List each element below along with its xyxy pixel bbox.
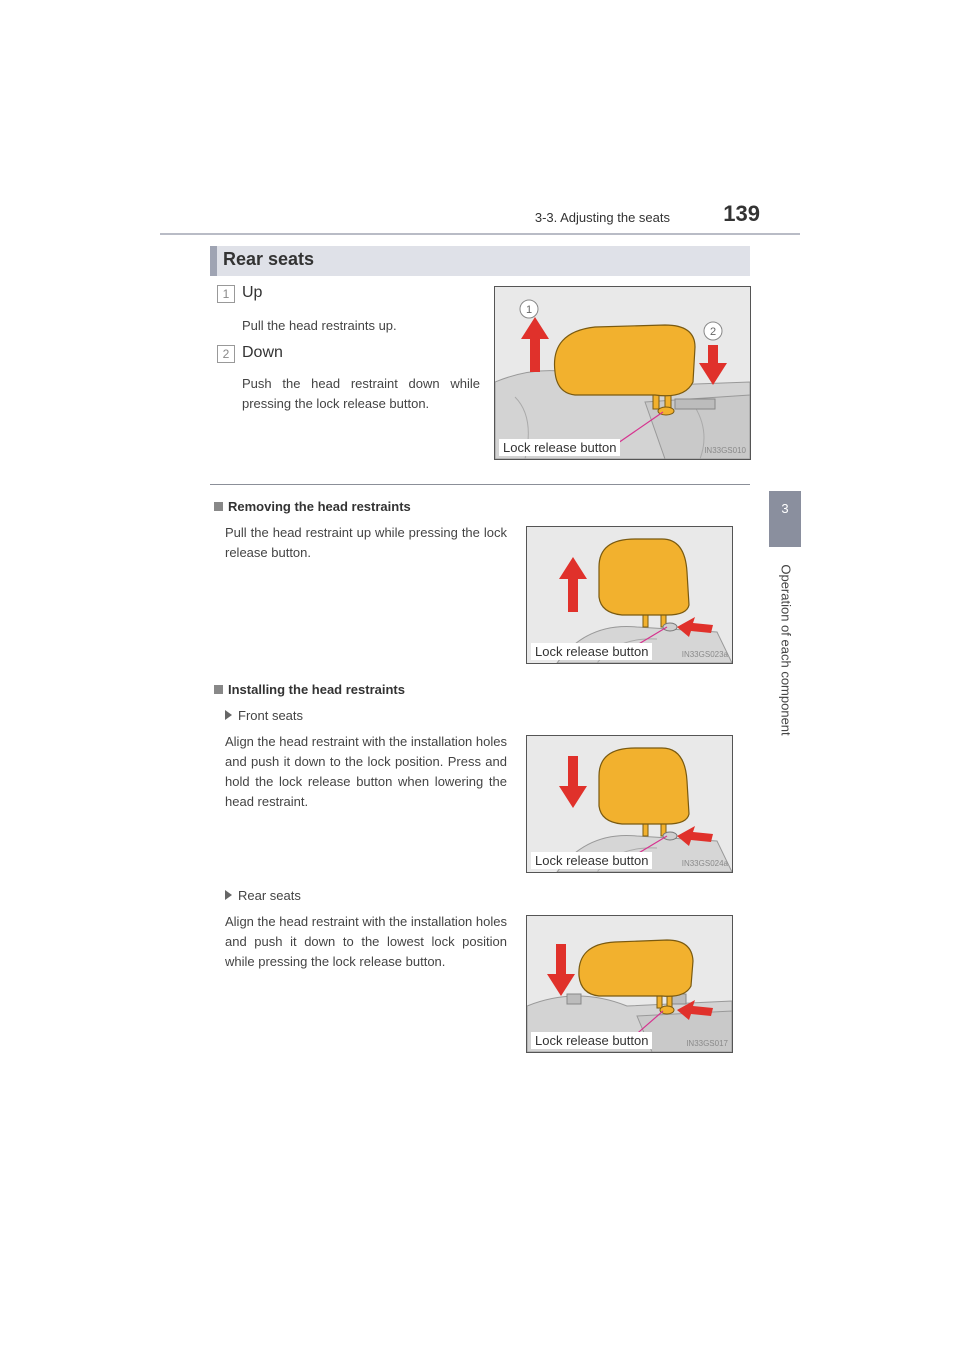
installing-title: Installing the head restraints: [228, 682, 405, 697]
item-text-down: Push the head restraint down while pressing the lock release button.: [242, 376, 480, 411]
figure-removing: [526, 526, 733, 664]
figure-code: IN33GS023a: [681, 650, 728, 659]
section-heading: Rear seats: [223, 249, 315, 269]
figure-label-lock-release: Lock release button: [531, 643, 652, 660]
square-bullet-icon: [214, 685, 223, 694]
figure-callout-2: 2: [709, 326, 717, 338]
item-number-2: 2: [217, 345, 235, 363]
section-divider: [210, 484, 750, 485]
triangle-bullet-icon: [225, 710, 232, 720]
figure-install-rear: [526, 915, 733, 1053]
figure-label-lock-release: Lock release button: [499, 439, 620, 456]
figure-code: IN33GS017: [686, 1039, 728, 1048]
section-bar-accent: [210, 246, 217, 276]
front-seats-title: Front seats: [238, 708, 304, 723]
chapter-tab: 3: [769, 491, 801, 547]
removing-title: Removing the head restraints: [228, 499, 411, 514]
rear-seats-title: Rear seats: [238, 888, 301, 903]
removing-text: Pull the head restraint up while pressing the lock release button.: [225, 525, 507, 560]
front-seats-heading: [225, 706, 303, 726]
item-number-1: 1: [217, 285, 235, 303]
figure-label-lock-release: Lock release button: [531, 852, 652, 869]
figure-label-lock-release: Lock release button: [531, 1032, 652, 1049]
front-seats-text: Align the head restraint with the installation holes and push it down to the lock position. Press and hold the lock release button when lowering the head restraint.: [225, 734, 507, 809]
header-rule: [160, 233, 800, 235]
installing-heading: [214, 682, 405, 697]
figure-code: IN33GS024a: [681, 859, 728, 868]
rear-seats-heading: [225, 886, 301, 906]
chapter-title: Operation of each component: [778, 564, 794, 736]
rear-seats-text: Align the head restraint with the installation holes and push it down to the lowest lock position while pressing the lock release button.: [225, 914, 507, 969]
chapter-side-label: [750, 550, 822, 750]
figure-rear-seat-adjust: [494, 286, 751, 460]
figure-callout-1: 1: [525, 304, 533, 316]
removing-heading: [214, 499, 411, 514]
item-label-up: Up: [242, 284, 263, 301]
item-label-down: Down: [242, 344, 283, 361]
page-number: 139: [723, 201, 760, 226]
rear-seat-illustration: [495, 287, 750, 459]
item-text-up: Pull the head restraints up.: [242, 318, 397, 333]
figure-code: IN33GS010: [704, 446, 746, 455]
triangle-bullet-icon: [225, 890, 232, 900]
section-title: 3-3. Adjusting the seats: [534, 210, 670, 225]
square-bullet-icon: [214, 502, 223, 511]
figure-install-front: [526, 735, 733, 873]
